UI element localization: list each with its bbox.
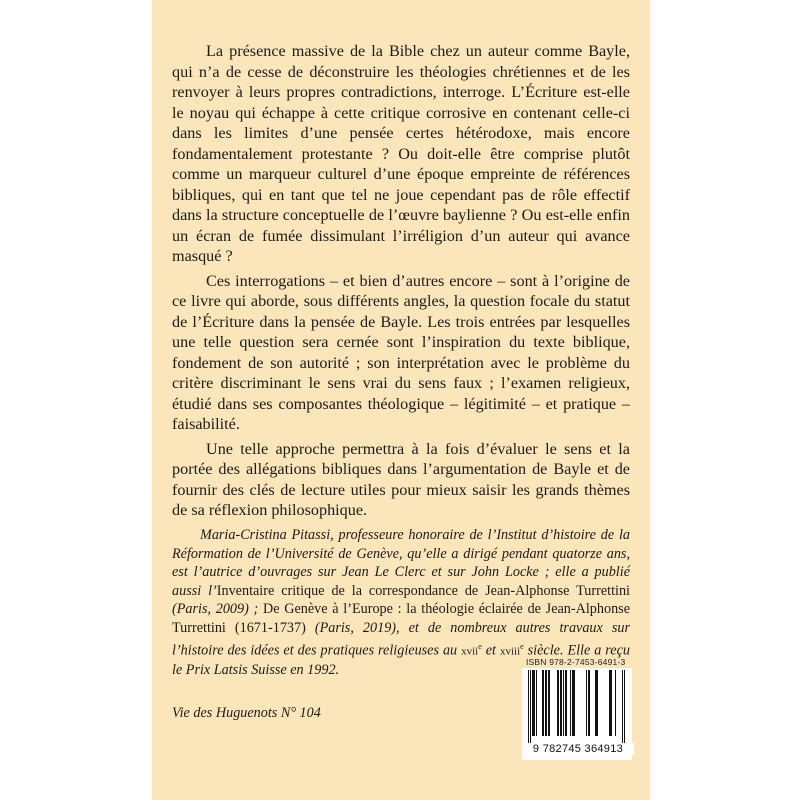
bio-century-2-sup: e [520,641,524,651]
isbn-label: ISBN 978-2-7453-6491-3 [526,657,626,667]
barcode-digits: 9 782745 364913 [522,743,634,755]
bio-work-title-1: Inventaire critique de la correspondance de Jean-Alphonse Turrettini [216,582,630,599]
bio-text-1: Maria-Cristina Pitassi, professeure honoraire de l’Institut d’histoire de la Réformation de l’Université de Genève, qu’elle a dirigé pendant quatorze ans, est l’autrice d’ouvrages sur Jean Le Clerc et sur John Locke ; elle a publié aussi l’ [172,527,630,599]
book-abstract [172,41,630,525]
series-label: Vie des Huguenots N° 104 [172,705,321,721]
bio-text-3: (Paris, 2019), et de nombreux autres travaux sur l’histoire des idées et des pratiques religieuses au [172,619,630,659]
abstract-paragraph-1: La présence massive de la Bible chez un auteur comme Bayle, qui n’a de cesse de déconstruire les théologies chrétiennes et de les renvoyer à leurs propres contradictions, interroge. L’Écriture est-elle le noyau qui échappe à cette critique corrosive en contenant celle-ci dans les limites d’une pensée certes hétérodoxe, mais encore fondamentalement protestante ? Ou doit-elle être comprise plutôt comme un marqueur culturel d’une époque empreinte de références bibliques, qui en tant que tel ne joue cependant pas de rôle effectif dans la structure conceptuelle de l’œuvre baylienne ? Ou est-elle enfin un écran de fumée dissimulant l’irréligion d’un auteur qui avance masqué ? [172,42,630,265]
abstract-paragraph-2: Ces interrogations – et bien d’autres encore – sont à l’origine de ce livre qui aborde, sous différents angles, la question focale du statut de l’Écriture dans la pensée de Bayle. Les trois entrées par lesquelles une telle question sera cernée sont l’inspiration du texte biblique, fondement de son autorité ; son interprétation avec le problème du critère discriminant le sens vrai du sens faux ; l’examen religieux, étudié dans ses composantes théologique – légitimité – et pratique – faisabilité. [172,271,630,433]
bio-century-2: xviii [499,645,521,658]
bio-century-1-sup: e [478,641,482,651]
abstract-paragraph-3: Une telle approche permettra à la fois d’évaluer le sens et la portée des allégations bibliques dans l’argumentation de Bayle et de fournir des clés de lecture utiles pour mieux saisir les grands thèmes de sa réflexion philosophique. [172,439,630,519]
bio-century-1: xvii [461,645,479,658]
barcode-bars-icon [522,668,632,744]
bio-text-5: siècle. Elle a reçu le Prix Latsis Suisse en 1992. [172,642,630,678]
bio-work-title-2: De Genève à l’Europe : la théologie éclairée de Jean-Alphonse Turrettini (1671-1737) [172,601,630,636]
bio-text-2: (Paris, 2009) ; [172,601,263,618]
bio-text-4: et [481,642,500,659]
